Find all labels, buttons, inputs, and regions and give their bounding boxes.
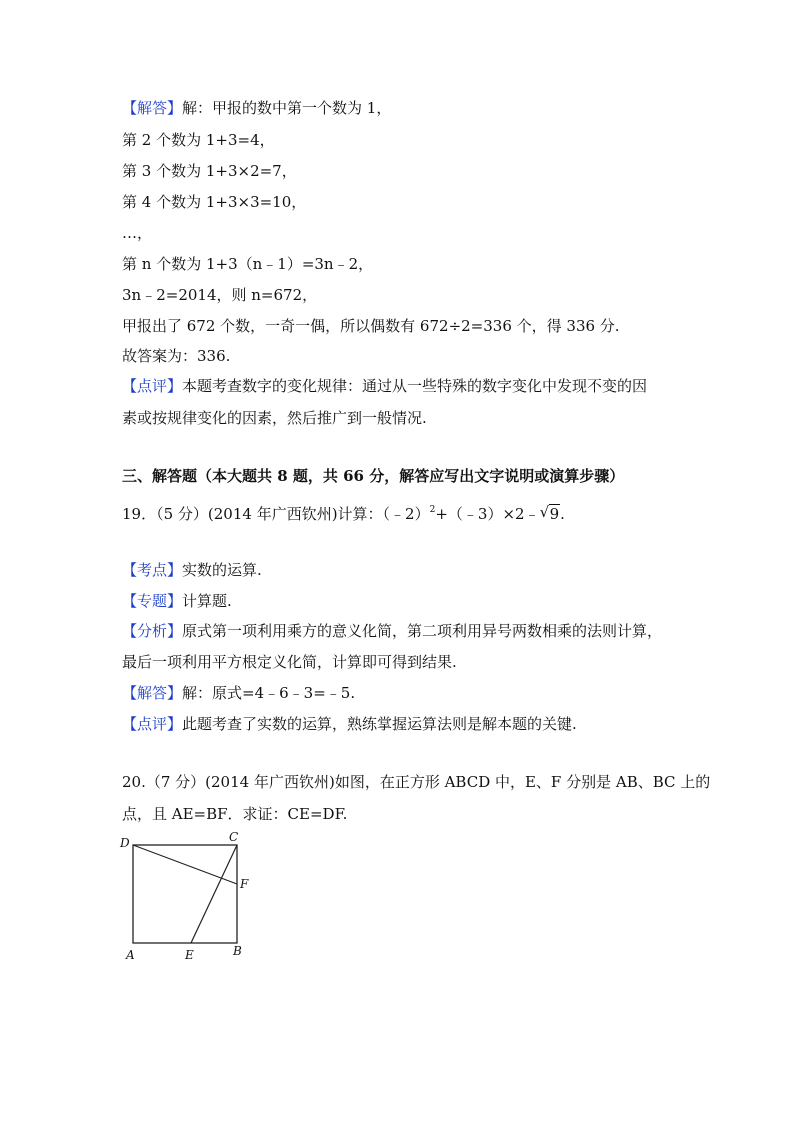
- radical-sign: √: [539, 503, 550, 521]
- answer-line: [122, 98, 391, 118]
- answer-line: …，: [122, 224, 153, 242]
- analysis-line: 最后一项利用平方根定义化简，计算即可得到结果.: [122, 653, 457, 671]
- answer-tag: 【解答】: [122, 684, 183, 702]
- label-b: B: [233, 944, 242, 958]
- review-tag: 【点评】: [122, 377, 183, 395]
- question-20-cont: 点，且 AE=BF．求证：CE=DF.: [122, 805, 348, 823]
- point-tag: 【考点】: [122, 561, 183, 579]
- radicand: 9: [549, 505, 560, 523]
- question-19-prefix: 19．（5 分）(2014 年广西钦州)计算：（﹣2）: [122, 505, 430, 523]
- answer-line: 甲报出了 672 个数，一奇一偶，所以偶数有 672÷2=336 个，得 336 分.: [122, 317, 620, 335]
- point-text: 实数的运算.: [182, 561, 262, 579]
- analysis-text: 原式第一项利用乘方的意义化简，第二项利用异号两数相乘的法则计算，: [182, 622, 663, 640]
- section-heading: 三、解答题（本大题共 8 题，共 66 分，解答应写出文字说明或演算步骤）: [122, 467, 625, 485]
- question-19: [122, 500, 565, 524]
- review-tag: 【点评】: [122, 715, 183, 733]
- topic-text: 计算题.: [182, 592, 232, 610]
- review-line: 素或按规律变化的因素，然后推广到一般情况.: [122, 409, 427, 427]
- answer-text: 解：甲报的数中第一个数为 1，: [182, 99, 392, 117]
- point-line: [122, 560, 262, 580]
- question-20: 20.（7 分）(2014 年广西钦州)如图，在正方形 ABCD 中，E、F 分别是 AB、BC 上的: [122, 773, 711, 791]
- exponent: 2: [429, 505, 436, 515]
- segment-ce: [191, 845, 237, 943]
- label-a: A: [126, 948, 135, 962]
- square-root: [540, 504, 561, 524]
- answer-text: 解：原式=4﹣6﹣3=﹣5.: [182, 684, 356, 702]
- answer-line: 3n﹣2=2014，则 n=672，: [122, 286, 318, 304]
- analysis-tag: 【分析】: [122, 622, 183, 640]
- answer-tag: 【解答】: [122, 99, 183, 117]
- review-text: 此题考查了实数的运算，熟练掌握运算法则是解本题的关键.: [182, 715, 577, 733]
- review-line: [122, 714, 577, 734]
- answer-line: 第 n 个数为 1+3（n﹣1）=3n﹣2，: [122, 255, 374, 273]
- geometry-figure: [112, 828, 282, 968]
- topic-tag: 【专题】: [122, 592, 183, 610]
- topic-line: [122, 591, 232, 611]
- review-text: 本题考查数字的变化规律：通过从一些特殊的数字变化中发现不变的因: [182, 377, 648, 395]
- answer-line: 第 3 个数为 1+3×2=7，: [122, 162, 297, 180]
- analysis-line: [122, 621, 662, 641]
- answer-line: 故答案为：336.: [122, 347, 231, 365]
- review-line: [122, 376, 647, 396]
- answer-line: 第 4 个数为 1+3×3=10，: [122, 193, 307, 211]
- label-d: D: [120, 836, 130, 850]
- answer-line: [122, 683, 355, 703]
- answer-line: 第 2 个数为 1+3=4，: [122, 131, 275, 149]
- label-c: C: [229, 830, 239, 844]
- question-19-middle: +（﹣3）×2﹣: [435, 505, 540, 523]
- label-e: E: [185, 948, 194, 962]
- question-19-end: .: [560, 505, 565, 523]
- square-abcd: [133, 845, 237, 943]
- label-f: F: [240, 877, 249, 891]
